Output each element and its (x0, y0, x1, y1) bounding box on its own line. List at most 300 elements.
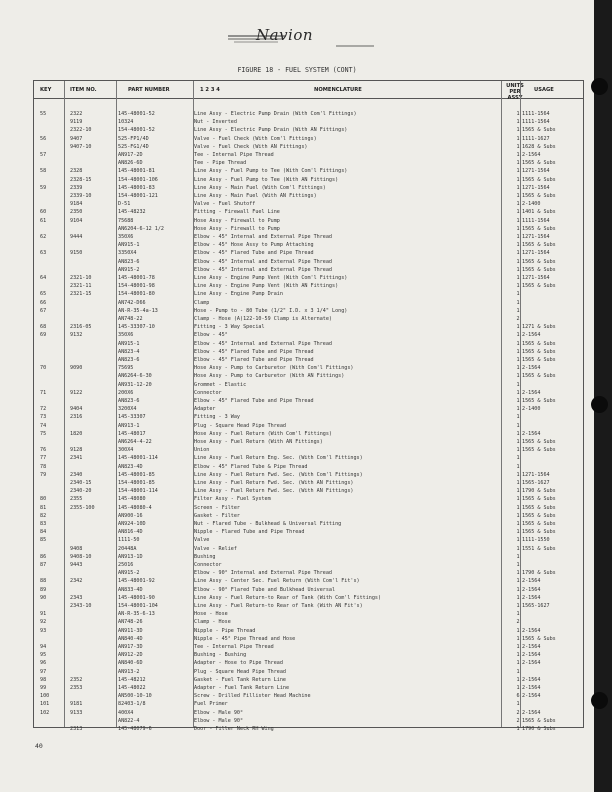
binder-hole (591, 396, 608, 413)
cell-usage: 1271-1564 (522, 250, 550, 257)
cell-part-number: 145-48001-78 (118, 275, 155, 281)
cell-nomenclature: Bushing (194, 553, 216, 560)
cell-part-number: AN6264-4-22 (118, 439, 152, 445)
cell-part-number: 145-48001-114 (118, 455, 158, 462)
table-row (34, 119, 583, 126)
table-row (34, 652, 583, 659)
cell-nomenclature: Gasket - Fuel Tank Return Line (194, 676, 287, 683)
cell-nomenclature: Line Assy - Fuel Return-to Rear of Tank (With AN Fit's) (194, 603, 363, 609)
cell-part-number: 145-48080 (118, 496, 146, 503)
cell-nomenclature: Line Assy - Fuel Return Eng. Sec. (With Com'l Fittings) (194, 455, 363, 462)
cell-units: 1 (516, 504, 520, 511)
cell-nomenclature: Door - Filler Neck RH Wing (194, 726, 274, 732)
table-row (34, 505, 583, 512)
table-row (34, 603, 583, 610)
cell-units: 1 (516, 414, 520, 421)
table-row (34, 283, 583, 290)
table-row (34, 423, 583, 430)
table-row (34, 669, 583, 676)
cell-usage: 1565 & Subs (522, 357, 556, 363)
header-part: PART NUMBER (128, 87, 170, 93)
table-row (34, 619, 583, 626)
cell-part-number: AN816-4D (118, 529, 143, 536)
cell-part-number: AN-R-35-6-13 (118, 611, 155, 618)
cell-units: 1 (516, 348, 520, 355)
cell-part-number: AN913-2 (118, 668, 140, 675)
cell-usage: 1565 & Subs (522, 373, 556, 380)
table-row (34, 127, 583, 134)
table-row (34, 464, 583, 471)
table-row (34, 250, 583, 257)
cell-usage: 1790 & Subs (522, 570, 556, 577)
cell-key: 83 (40, 521, 47, 527)
cell-part-number: 145-48001-92 (118, 578, 155, 585)
cell-usage: 1565 & Subs (522, 717, 556, 724)
cell-item-no: 9407 (70, 135, 83, 142)
cell-part-number: 145-48001-83 (118, 184, 155, 191)
cell-key: 72 (40, 406, 47, 413)
cell-usage: 1271-1564 (522, 184, 550, 191)
header-usage: USAGE (534, 87, 554, 93)
cell-item-no: 2342 (70, 578, 83, 585)
cell-key: 58 (40, 168, 47, 175)
cell-part-number: AN823-4 (118, 348, 140, 355)
cell-part-number: 145-48022 (118, 685, 146, 691)
header-key: KEY (40, 87, 52, 93)
table-row (34, 373, 583, 380)
cell-key: 63 (40, 250, 47, 257)
cell-item-no: 2352 (70, 676, 83, 683)
cell-nomenclature: Valve - Fuel Check (With Com'l Fittings) (194, 135, 317, 142)
cell-part-number: AN748-22 (118, 316, 143, 322)
cell-key: 77 (40, 455, 47, 462)
cell-usage: 1565 & Subs (522, 258, 556, 265)
cell-units: 1 (516, 217, 520, 224)
cell-units: 1 (516, 340, 520, 347)
cell-nomenclature: Line Assy - Fuel Return Fwd. Sec. (With Com'l Fittings) (194, 471, 363, 478)
cell-key: 59 (40, 184, 47, 191)
table-row (34, 267, 583, 274)
cell-item-no: 2328 (70, 168, 83, 175)
cell-item-no: 9407-10 (70, 143, 92, 150)
cell-units: 1 (516, 324, 520, 331)
cell-nomenclature: Elbow - 45° Internal and External Pipe Thread (194, 258, 333, 265)
cell-item-no: 1820 (70, 430, 83, 437)
cell-nomenclature: Valve - Fuel Check (With AN Fittings) (194, 143, 308, 150)
cell-part-number: AN500-10-10 (118, 693, 152, 700)
cell-item-no: 2355 (70, 496, 83, 503)
table-row (34, 234, 583, 241)
cell-nomenclature: Fitting - 3 Way Special (194, 324, 265, 331)
cell-key: 71 (40, 389, 47, 396)
cell-item-no: 2313 (70, 726, 83, 732)
cell-usage: 2-1564 (522, 389, 541, 396)
cell-key: 69 (40, 332, 47, 339)
cell-nomenclature: Valve - Fuel Shutoff (194, 201, 256, 208)
cell-nomenclature: Elbow - 45° Internal and External Pipe Thread (194, 234, 333, 240)
cell-part-number: 145-48080-4 (118, 504, 152, 511)
cell-part-number: 145-48232 (118, 209, 146, 216)
cell-units: 1 (516, 119, 520, 126)
cell-part-number: 154-48001-52 (118, 127, 155, 134)
cell-units: 1 (516, 439, 520, 445)
cell-item-no: 9104 (70, 217, 83, 224)
cell-item-no: 2340-15 (70, 480, 92, 486)
table-row (34, 496, 583, 503)
cell-key: 68 (40, 324, 47, 331)
table-row (34, 414, 583, 421)
cell-key: 99 (40, 685, 47, 691)
cell-usage: 1565 & Subs (522, 439, 556, 445)
cell-key: 75 (40, 430, 47, 437)
cell-usage: 2-1564 (522, 685, 541, 691)
cell-units: 1 (516, 266, 520, 273)
table-row (34, 160, 583, 167)
table-row (34, 546, 583, 553)
cell-units: 1 (516, 357, 520, 363)
cell-item-no: 2316-05 (70, 324, 92, 331)
cell-nomenclature: Elbow - 45° Flared Tube & Pipe Thread (194, 463, 308, 470)
header-indent: 1 2 3 4 (200, 87, 220, 93)
cell-usage: 1565 & Subs (522, 496, 556, 503)
table-row (34, 718, 583, 725)
cell-key: 98 (40, 676, 47, 683)
table-row (34, 398, 583, 405)
cell-units: 1 (516, 168, 520, 175)
table-row (34, 513, 583, 520)
table-row (34, 308, 583, 315)
cell-units: 1 (516, 726, 520, 732)
cell-part-number: AN917-2D (118, 152, 143, 158)
cell-usage: 2-1400 (522, 406, 541, 413)
cell-item-no: 2353 (70, 685, 83, 691)
cell-key: 101 (40, 701, 50, 708)
cell-usage: 1271-1564 (522, 234, 550, 240)
cell-units: 1 (516, 635, 520, 642)
cell-units: 1 (516, 160, 520, 167)
cell-nomenclature: Line Assy - Electric Pump Drain (With AN Fittings) (194, 127, 348, 134)
cell-item-no: 9128 (70, 447, 83, 454)
table-row (34, 324, 583, 331)
header-item: ITEM NO. (70, 87, 97, 93)
cell-units: 1 (516, 406, 520, 413)
cell-units: 1 (516, 111, 520, 117)
cell-part-number: AN742-D66 (118, 299, 146, 306)
cell-part-number: 154-48001-121 (118, 193, 158, 199)
table-row (34, 431, 583, 438)
table-row (34, 144, 583, 151)
cell-nomenclature: Grommet - Elastic (194, 381, 247, 388)
cell-part-number: 145-48001-81 (118, 168, 155, 175)
cell-units: 1 (516, 430, 520, 437)
cell-units: 1 (516, 422, 520, 429)
cell-key: 57 (40, 152, 47, 158)
cell-key: 93 (40, 627, 47, 634)
cell-usage: 1565 & Subs (522, 529, 556, 536)
table-row (34, 685, 583, 692)
cell-item-no: 2343 (70, 594, 83, 601)
table-row (34, 168, 583, 175)
table-row (34, 701, 583, 708)
cell-key: 67 (40, 307, 47, 314)
cell-units: 1 (516, 562, 520, 568)
cell-part-number: 154-48001-80 (118, 291, 155, 298)
cell-usage: 1271-1564 (522, 168, 550, 175)
cell-key: 88 (40, 578, 47, 585)
cell-nomenclature: Elbow - 45° (194, 332, 228, 339)
cell-nomenclature: Plug - Square Head Pipe Thread (194, 668, 287, 675)
table-row (34, 529, 583, 536)
cell-nomenclature: Fuel Primer (194, 701, 228, 708)
cell-units: 1 (516, 603, 520, 609)
cell-part-number: 25016 (118, 562, 134, 568)
cell-item-no: 2355-100 (70, 504, 95, 511)
cell-units: 1 (516, 135, 520, 142)
cell-nomenclature: Line Assy - Engine Pump Vent (With Com'l Fittings) (194, 275, 348, 281)
table-row (34, 587, 583, 594)
cell-key: 96 (40, 660, 47, 667)
cell-item-no: 2343-10 (70, 603, 92, 609)
cell-key: 94 (40, 644, 47, 650)
cell-nomenclature: Valve - Relief (194, 545, 237, 552)
cell-item-no: 2322 (70, 111, 83, 117)
cell-part-number: 145-33307-10 (118, 324, 155, 331)
cell-nomenclature: Valve (194, 537, 210, 544)
cell-nomenclature: Screen - Filter (194, 504, 241, 511)
header-nomenclature: NOMENCLATURE (314, 87, 362, 93)
cell-units: 1 (516, 586, 520, 593)
cell-item-no: 9122 (70, 389, 83, 396)
cell-part-number: 525-FG1/4D (118, 143, 149, 150)
cell-usage: 1111-1564 (522, 111, 550, 117)
cell-usage: 1271-1564 (522, 471, 550, 478)
table-row (34, 578, 583, 585)
cell-units: 1 (516, 471, 520, 478)
cell-key: 62 (40, 234, 47, 240)
cell-part-number: 525-FP1/4D (118, 135, 149, 142)
cell-part-number: 20448A (118, 545, 137, 552)
cell-units: 1 (516, 455, 520, 462)
cell-units: 2 (516, 717, 520, 724)
cell-part-number: 82403-1/8 (118, 701, 146, 708)
cell-key: 102 (40, 709, 50, 716)
cell-nomenclature: Nipple - 45° Pipe Thread and Hose (194, 635, 296, 642)
cell-usage: 2-1564 (522, 627, 541, 634)
table-row (34, 611, 583, 618)
cell-usage: 1565 & Subs (522, 225, 556, 232)
cell-units: 1 (516, 143, 520, 150)
cell-units: 1 (516, 447, 520, 454)
cell-usage: 1565 & Subs (522, 340, 556, 347)
cell-part-number: AN917-3D (118, 644, 143, 650)
table-row (34, 259, 583, 266)
cell-usage: 2-1564 (522, 644, 541, 650)
cell-nomenclature: Elbow - 45° Internal and External Pipe Thread (194, 340, 333, 347)
cell-units: 1 (516, 676, 520, 683)
cell-nomenclature: Elbow - Male 90° (194, 717, 244, 724)
cell-part-number: AN913-1D (118, 553, 143, 560)
cell-part-number: 154-48001-98 (118, 283, 155, 290)
cell-units: 1 (516, 521, 520, 527)
table-row (34, 570, 583, 577)
table-row (34, 595, 583, 602)
cell-units: 1 (516, 398, 520, 404)
cell-units: 1 (516, 127, 520, 134)
cell-part-number: 350X6 (118, 234, 134, 240)
cell-nomenclature: Hose - Hose (194, 611, 228, 618)
cell-item-no: 2321-11 (70, 283, 92, 290)
cell-usage: 1111-1550 (522, 537, 550, 544)
cell-nomenclature: Screw - Drilled Fillister Head Machine (194, 693, 311, 700)
parts-table (33, 80, 584, 732)
cell-nomenclature: Line Assy - Main Fuel (With Com'l Fittings) (194, 184, 326, 191)
cell-usage: 1790 & Subs (522, 488, 556, 495)
cell-nomenclature: Adapter (194, 406, 216, 413)
cell-units: 2 (516, 619, 520, 626)
cell-key: 86 (40, 553, 47, 560)
cell-units: 1 (516, 685, 520, 691)
table-row (34, 226, 583, 233)
cell-nomenclature: Fitting - 3 Way (194, 414, 241, 421)
cell-key: 73 (40, 414, 47, 421)
cell-usage: 1565 & Subs (522, 635, 556, 642)
logo-text: Navion (256, 26, 314, 44)
cell-units: 1 (516, 365, 520, 372)
cell-item-no: 9090 (70, 365, 83, 372)
cell-item-no: 9184 (70, 201, 83, 208)
cell-usage: 2-1564 (522, 365, 541, 372)
cell-usage: 2-1564 (522, 594, 541, 601)
cell-units: 1 (516, 209, 520, 216)
cell-item-no: 9119 (70, 119, 83, 126)
cell-units: 1 (516, 463, 520, 470)
table-row (34, 316, 583, 323)
cell-units: 2 (516, 709, 520, 716)
cell-part-number: AN833-4D (118, 586, 143, 593)
cell-part-number: AN911-3D (118, 627, 143, 634)
cell-item-no: 9408 (70, 545, 83, 552)
cell-key: 66 (40, 299, 47, 306)
cell-part-number: 145-48079-6 (118, 726, 152, 732)
cell-nomenclature: Clamp - Hose (194, 619, 231, 626)
page-number: 40 (35, 742, 43, 750)
table-row (34, 472, 583, 479)
table-row (34, 349, 583, 356)
cell-usage: 1565 & Subs (522, 348, 556, 355)
cell-nomenclature: Line Assy - Fuel Return Fwd. Sec. (With AN Fittings) (194, 488, 354, 495)
cell-nomenclature: Elbow - 90° Internal and External Pipe Thread (194, 570, 333, 577)
table-row (34, 136, 583, 143)
cell-nomenclature: Hose Assy - Pump to Carburetor (With Com'l Fittings) (194, 365, 354, 372)
cell-usage: 2-1564 (522, 693, 541, 700)
cell-item-no: 9404 (70, 406, 83, 413)
table-row (34, 636, 583, 643)
cell-usage: 2-1400 (522, 201, 541, 208)
cell-key: 64 (40, 275, 47, 281)
cell-units: 1 (516, 176, 520, 183)
cell-units: 1 (516, 570, 520, 577)
cell-units: 1 (516, 201, 520, 208)
cell-nomenclature: Plug - Square Head Pipe Thread (194, 422, 287, 429)
cell-key: 56 (40, 135, 47, 142)
cell-usage: 1111-1627 (522, 135, 550, 142)
table-row (34, 291, 583, 298)
cell-item-no: 2321-15 (70, 291, 92, 298)
table-row (34, 177, 583, 184)
cell-nomenclature: Tee - Internal Pipe Thread (194, 152, 274, 158)
cell-item-no: 2339-10 (70, 193, 92, 199)
cell-units: 1 (516, 512, 520, 519)
cell-part-number: 154-48001-104 (118, 603, 158, 609)
cell-part-number: 154-48001-106 (118, 176, 158, 183)
cell-nomenclature: Elbow - 45° Internal and External Pipe Thread (194, 266, 333, 273)
table-row (34, 185, 583, 192)
cell-units: 1 (516, 299, 520, 306)
cell-nomenclature: Hose Assy - Fuel Return (With Com'l Fittings) (194, 430, 333, 437)
cell-key: 85 (40, 537, 47, 544)
cell-units: 1 (516, 242, 520, 249)
cell-key: 91 (40, 611, 47, 618)
cell-nomenclature: Hose - Pump to - 80 Tube (1/2" I.D. x 3 1/4" Long) (194, 307, 348, 314)
table-row (34, 521, 583, 528)
cell-part-number: AN823-6 (118, 357, 140, 363)
cell-units: 1 (516, 627, 520, 634)
table-row (34, 455, 583, 462)
cell-part-number: AN840-4D (118, 635, 143, 642)
cell-usage: 2-1564 (522, 586, 541, 593)
table-row (34, 644, 583, 651)
cell-nomenclature: Nipple - Flared Tube and Pipe Thread (194, 529, 305, 536)
table-row (34, 332, 583, 339)
cell-item-no: 2341 (70, 455, 83, 462)
cell-usage: 2-1564 (522, 430, 541, 437)
cell-key: 65 (40, 291, 47, 298)
cell-usage: 1565 & Subs (522, 176, 556, 183)
cell-key: 89 (40, 586, 47, 593)
cell-usage: 1565 & Subs (522, 160, 556, 167)
cell-usage: 1565 & Subs (522, 242, 556, 249)
table-row (34, 357, 583, 364)
cell-part-number: 145-48001-85 (118, 471, 155, 478)
cell-units: 1 (516, 193, 520, 199)
cell-part-number: 154-48001-85 (118, 480, 155, 486)
cell-key: 80 (40, 496, 47, 503)
cell-nomenclature: Connector (194, 562, 222, 568)
cell-key: 87 (40, 562, 47, 568)
cell-key: 100 (40, 693, 50, 700)
cell-nomenclature: Fitting - Firewall Fuel Line (194, 209, 280, 216)
table-row (34, 300, 583, 307)
cell-units: 1 (516, 701, 520, 708)
cell-usage: 1628 & Subs (522, 143, 556, 150)
cell-units: 1 (516, 275, 520, 281)
cell-units: 1 (516, 152, 520, 158)
cell-units: 1 (516, 578, 520, 585)
table-row (34, 677, 583, 684)
cell-usage: 1565 & Subs (522, 266, 556, 273)
cell-part-number: AN823-6 (118, 398, 140, 404)
cell-item-no: 9408-10 (70, 553, 92, 560)
cell-units: 1 (516, 184, 520, 191)
table-row (34, 341, 583, 348)
cell-key: 74 (40, 422, 47, 429)
cell-item-no: 2322-10 (70, 127, 92, 134)
cell-part-number: 75688 (118, 217, 134, 224)
cell-key: 97 (40, 668, 47, 675)
cell-part-number: 145-48001-90 (118, 594, 155, 601)
cell-part-number: D-51 (118, 201, 131, 208)
table-row (34, 660, 583, 667)
